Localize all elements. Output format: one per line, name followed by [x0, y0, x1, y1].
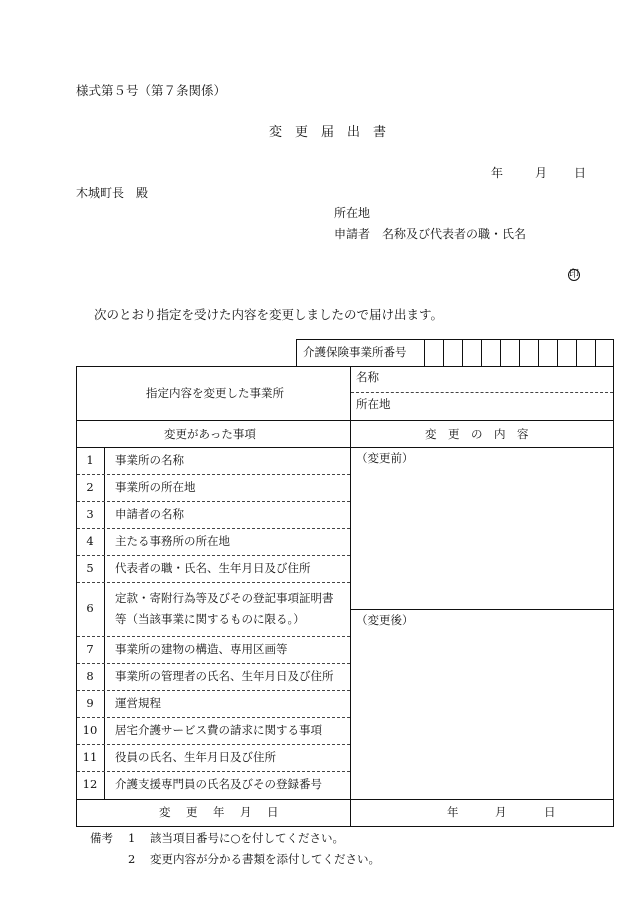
item-text: 主たる事務所の所在地 — [115, 534, 230, 548]
digit-box-border — [481, 339, 482, 366]
date-day-label: 日 — [574, 166, 587, 180]
item-text: 代表者の職・氏名、生年月日及び住所 — [115, 561, 311, 575]
border — [350, 609, 614, 610]
change-content-header: 変 更 の 内 容 — [425, 427, 529, 441]
digit-box-border — [576, 339, 577, 366]
change-date-month: 月 — [495, 805, 507, 819]
dashed-divider — [77, 528, 350, 529]
item-number: 5 — [86, 561, 94, 575]
note-number: 1 — [128, 831, 136, 845]
digit-box-border — [519, 339, 520, 366]
change-date-day: 日 — [544, 805, 556, 819]
item-number: 6 — [86, 601, 94, 615]
form-number: 様式第５号（第７条関係） — [76, 83, 227, 98]
digit-box-border — [500, 339, 501, 366]
before-label: （変更前） — [356, 451, 414, 465]
intro-text: 次のとおり指定を受けた内容を変更しましたので届け出ます。 — [94, 307, 444, 322]
border — [613, 366, 614, 826]
item-number: 12 — [82, 777, 98, 791]
item-text: 事業所の名称 — [115, 453, 184, 467]
border — [296, 339, 614, 340]
item-number: 7 — [86, 642, 94, 656]
border — [296, 339, 297, 366]
item-text: 役員の氏名、生年月日及び住所 — [115, 750, 276, 764]
item-text: 事業所の建物の構造、専用区画等 — [115, 642, 288, 656]
item-text: 事業所の管理者の氏名、生年月日及び住所 — [115, 669, 334, 683]
item-number: 2 — [86, 480, 94, 494]
date-month-label: 月 — [535, 166, 548, 180]
dashed-divider — [77, 771, 350, 772]
border — [424, 339, 425, 366]
item-text: 定款・寄附行為等及びその登記事項証明書 — [115, 591, 334, 605]
digit-box-border — [538, 339, 539, 366]
document-title: 変更届出書 — [269, 125, 400, 140]
date-year-label: 年 — [491, 166, 504, 180]
office-location-label: 所在地 — [356, 397, 391, 411]
dashed-divider — [77, 501, 350, 502]
business-number-label: 介護保険事業所番号 — [303, 345, 407, 359]
item-number: 3 — [86, 507, 94, 521]
dashed-divider — [351, 392, 613, 393]
item-number: 4 — [86, 534, 94, 548]
dashed-divider — [77, 744, 350, 745]
item-number: 8 — [86, 669, 94, 683]
item-text: 事業所の所在地 — [115, 480, 196, 494]
office-name-label: 名称 — [356, 370, 379, 384]
border — [350, 366, 351, 826]
digit-box-border — [595, 339, 596, 366]
dashed-divider — [77, 717, 350, 718]
border — [613, 339, 614, 366]
border — [104, 447, 105, 799]
notes-prefix: 備考 — [90, 831, 113, 845]
dashed-divider — [77, 663, 350, 664]
note-number: 2 — [128, 852, 136, 866]
item-number: 9 — [86, 696, 94, 710]
dashed-divider — [77, 636, 350, 637]
item-text: 運営規程 — [115, 696, 161, 710]
applicant-location-label: 所在地 — [334, 206, 371, 220]
dashed-divider — [77, 474, 350, 475]
applicant-name-label: 申請者 名称及び代表者の職・氏名 — [334, 227, 527, 241]
digit-box-border — [443, 339, 444, 366]
border — [76, 799, 614, 800]
seal-mark: 印 — [569, 269, 579, 280]
dashed-divider — [77, 555, 350, 556]
item-text-continued: 等（当該事業に関するものに限る。） — [115, 612, 305, 626]
addressee: 木城町長 殿 — [76, 186, 149, 200]
digit-box-border — [462, 339, 463, 366]
digit-box-border — [557, 339, 558, 366]
border — [76, 447, 614, 448]
changed-office-label: 指定内容を変更した事業所 — [146, 386, 284, 400]
changed-items-header: 変更があった事項 — [164, 427, 256, 441]
item-number: 10 — [82, 723, 98, 737]
dashed-divider — [77, 582, 350, 583]
item-text: 介護支援専門員の氏名及びその登録番号 — [115, 777, 322, 791]
border — [76, 420, 614, 421]
note-text: 該当項目番号に○を付してください。 — [150, 831, 345, 845]
change-date-year: 年 — [447, 805, 459, 819]
border — [76, 366, 614, 367]
item-number: 11 — [82, 750, 98, 764]
border — [76, 826, 614, 827]
dashed-divider — [77, 690, 350, 691]
item-number: 1 — [86, 453, 94, 467]
after-label: （変更後） — [356, 613, 414, 627]
note-text: 変更内容が分かる書類を添付してください。 — [150, 852, 380, 866]
item-text: 居宅介護サービス費の請求に関する事項 — [115, 723, 322, 737]
item-text: 申請者の名称 — [115, 507, 184, 521]
change-date-label: 変 更 年 月 日 — [159, 805, 281, 819]
